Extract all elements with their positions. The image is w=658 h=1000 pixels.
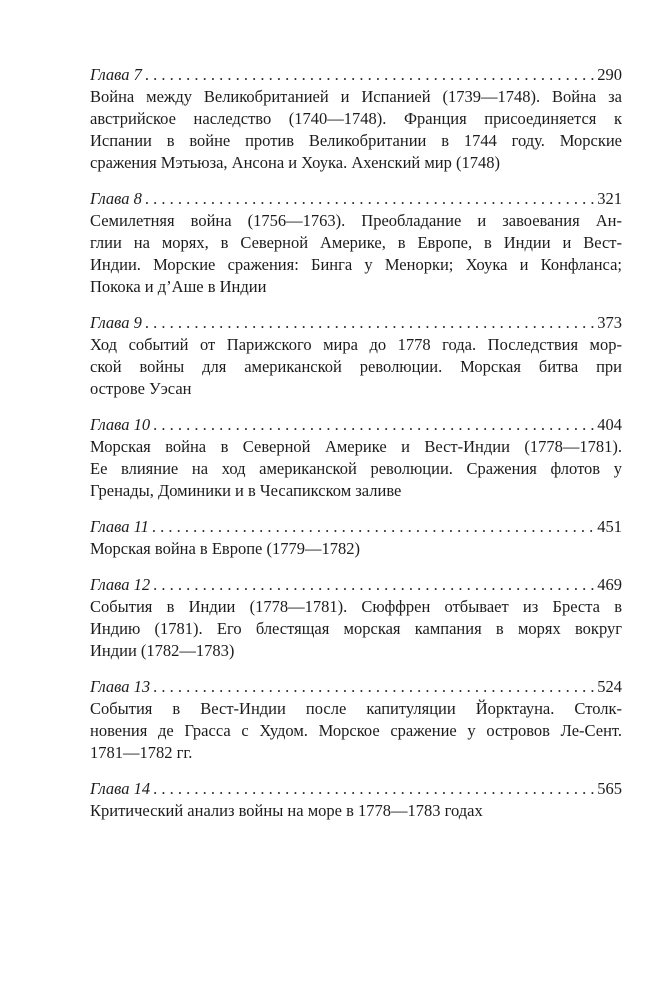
toc-entry-heading	[90, 778, 622, 800]
toc-entry-heading	[90, 676, 622, 698]
toc-entry-chapter-13	[90, 676, 622, 764]
chapter-label: Глава 9	[90, 313, 142, 332]
chapter-description	[90, 86, 622, 174]
chapter-description	[90, 210, 622, 298]
toc-entry-heading	[90, 312, 622, 334]
page-number: 451	[597, 517, 622, 536]
page-number: 469	[597, 575, 622, 594]
page-number: 404	[597, 415, 622, 434]
chapter-description	[90, 436, 622, 502]
dot-leader	[153, 574, 595, 596]
description-line: австрийское наследство (1740—1748). Франция присоединяется к	[90, 109, 622, 128]
toc-entry-chapter-7	[90, 64, 622, 174]
description-line: События в Индии (1778—1781). Сюффрен отбывает из Бреста в	[90, 597, 622, 616]
chapter-description	[90, 334, 622, 400]
dot-leader	[145, 64, 595, 86]
page-number: 565	[597, 779, 622, 798]
chapter-description	[90, 698, 622, 764]
page-number: 524	[597, 677, 622, 696]
description-line: Индии. Морские сражения: Бинга у Менорки; Хоука и Конфланса;	[90, 255, 622, 274]
toc-entry-chapter-10	[90, 414, 622, 502]
chapter-label: Глава 14	[90, 779, 151, 798]
toc-entry-chapter-11	[90, 516, 622, 560]
toc-entry-heading	[90, 414, 622, 436]
description-line: События в Вест-Индии после капитуляции Йорктауна. Столк-	[90, 699, 622, 718]
description-line: 1781—1782 гг.	[90, 743, 193, 762]
toc-entry-heading	[90, 516, 622, 538]
toc-entry-chapter-9	[90, 312, 622, 400]
description-line: Испании в войне против Великобритании в 1744 году. Морские	[90, 131, 622, 150]
chapter-label: Глава 10	[90, 415, 151, 434]
description-line: Индию (1781). Его блестящая морская кампания в морях вокруг	[90, 619, 622, 638]
description-line: Гренады, Доминики и в Чесапикском заливе	[90, 481, 402, 500]
page-number: 321	[597, 189, 622, 208]
chapter-description	[90, 800, 622, 822]
chapter-description	[90, 538, 622, 560]
description-line: Ее влияние на ход американской революции. Сражения флотов у	[90, 459, 622, 478]
description-line: Морская война в Европе (1779—1782)	[90, 539, 360, 558]
chapter-label: Глава 7	[90, 65, 142, 84]
page-number: 290	[597, 65, 622, 84]
description-line: Морская война в Северной Америке и Вест-Индии (1778—1781).	[90, 437, 622, 456]
description-line: Покока и д’Аше в Индии	[90, 277, 267, 296]
table-of-contents	[90, 64, 622, 836]
description-line: новения де Грасса с Худом. Морское сражение у островов Ле-Сент.	[90, 721, 622, 740]
toc-entry-chapter-8	[90, 188, 622, 298]
dot-leader	[145, 312, 595, 334]
chapter-label: Глава 13	[90, 677, 151, 696]
toc-entry-chapter-12	[90, 574, 622, 662]
description-line: сражения Мэтьюза, Ансона и Хоука. Ахенский мир (1748)	[90, 153, 500, 172]
description-line: Война между Великобританией и Испанией (1739—1748). Война за	[90, 87, 622, 106]
description-line: Семилетняя война (1756—1763). Преобладание и завоевания Ан-	[90, 211, 622, 230]
description-line: острове Уэсан	[90, 379, 192, 398]
dot-leader	[153, 676, 595, 698]
toc-entry-heading	[90, 188, 622, 210]
description-line: глии на морях, в Северной Америке, в Европе, в Индии и Вест-	[90, 233, 622, 252]
toc-entry-heading	[90, 574, 622, 596]
chapter-description	[90, 596, 622, 662]
description-line: ской войны для американской революции. Морская битва при	[90, 357, 622, 376]
dot-leader	[152, 516, 595, 538]
dot-leader	[153, 778, 595, 800]
chapter-label: Глава 11	[90, 517, 149, 536]
chapter-label: Глава 8	[90, 189, 142, 208]
toc-entry-chapter-14	[90, 778, 622, 822]
page-number: 373	[597, 313, 622, 332]
description-line: Ход событий от Парижского мира до 1778 года. Последствия мор-	[90, 335, 622, 354]
description-line: Критический анализ войны на море в 1778—1783 годах	[90, 801, 483, 820]
toc-entry-heading	[90, 64, 622, 86]
dot-leader	[153, 414, 595, 436]
description-line: Индии (1782—1783)	[90, 641, 235, 660]
chapter-label: Глава 12	[90, 575, 151, 594]
dot-leader	[145, 188, 595, 210]
